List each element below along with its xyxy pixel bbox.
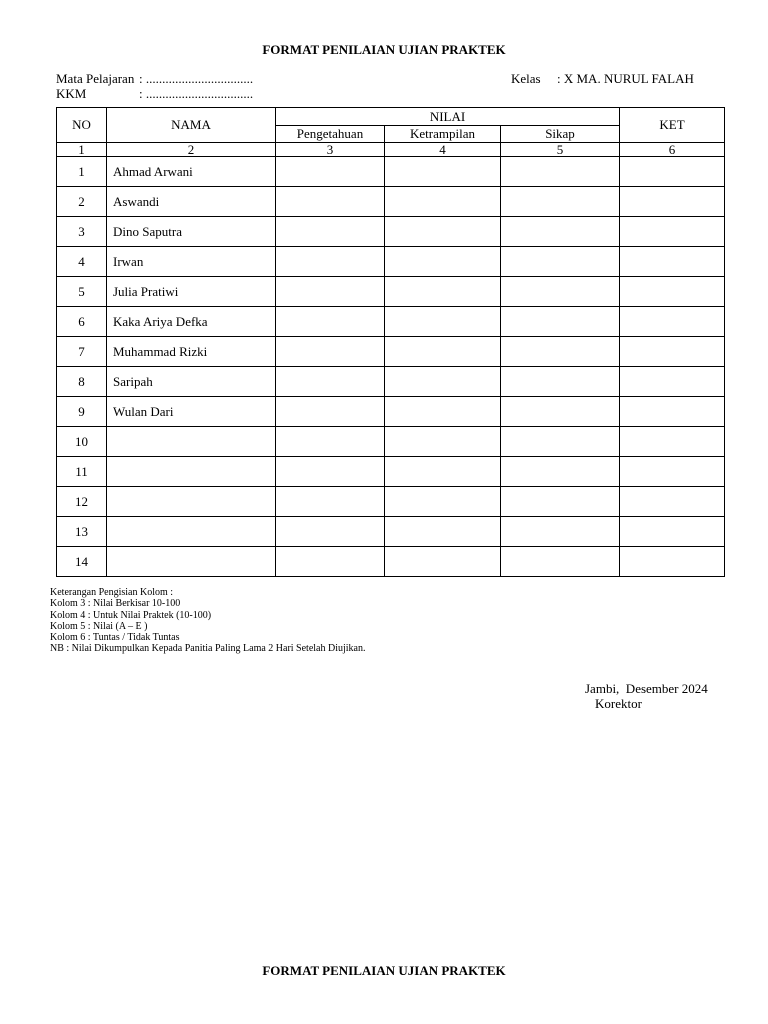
ket-cell [620, 427, 725, 457]
ketrampilan-cell [385, 307, 501, 337]
header-pengetahuan: Pengetahuan [276, 126, 385, 143]
ketrampilan-cell [385, 247, 501, 277]
ketrampilan-cell [385, 337, 501, 367]
row-name-cell: Wulan Dari [107, 397, 276, 427]
pengetahuan-cell [276, 277, 385, 307]
ketrampilan-cell [385, 517, 501, 547]
row-no-cell: 13 [57, 517, 107, 547]
row-no-cell: 10 [57, 427, 107, 457]
sikap-cell [501, 277, 620, 307]
pengetahuan-cell [276, 397, 385, 427]
footer-title: FORMAT PENILAIAN UJIAN PRAKTEK [262, 963, 506, 978]
row-no-cell: 7 [57, 337, 107, 367]
kelas-label: Kelas [511, 71, 541, 86]
column-number: 3 [276, 143, 385, 157]
pengetahuan-cell [276, 487, 385, 517]
pengetahuan-cell [276, 157, 385, 187]
column-number: 5 [501, 143, 620, 157]
sikap-cell [501, 307, 620, 337]
ket-cell [620, 367, 725, 397]
ketrampilan-cell [385, 217, 501, 247]
sikap-cell [501, 217, 620, 247]
mata-pelajaran-label: Mata Pelajaran [56, 71, 135, 86]
header-ket: KET [620, 108, 725, 143]
ketrampilan-cell [385, 187, 501, 217]
ketrampilan-cell [385, 427, 501, 457]
table-row [57, 277, 725, 307]
header-nama: NAMA [107, 108, 276, 143]
header-sikap: Sikap [501, 126, 620, 143]
row-name-cell [107, 487, 276, 517]
sikap-cell [501, 157, 620, 187]
sikap-cell [501, 517, 620, 547]
kkm-line [56, 86, 253, 101]
ketrampilan-cell [385, 457, 501, 487]
row-no-cell: 6 [57, 307, 107, 337]
table-row [57, 457, 725, 487]
pengetahuan-cell [276, 187, 385, 217]
ket-cell [620, 457, 725, 487]
ketrampilan-cell [385, 367, 501, 397]
ketrampilan-cell [385, 277, 501, 307]
ket-cell [620, 187, 725, 217]
ket-cell [620, 337, 725, 367]
notes-line: Kolom 3 : Nilai Berkisar 10-100 [50, 598, 181, 610]
row-no-cell: 5 [57, 277, 107, 307]
ket-cell [620, 397, 725, 427]
grade-table-body [57, 157, 725, 577]
row-name-cell: Julia Pratiwi [107, 277, 276, 307]
pengetahuan-cell [276, 517, 385, 547]
pengetahuan-cell [276, 427, 385, 457]
pengetahuan-cell [276, 307, 385, 337]
row-name-cell: Ahmad Arwani [107, 157, 276, 187]
table-row [57, 547, 725, 577]
pengetahuan-cell [276, 367, 385, 397]
ket-cell [620, 547, 725, 577]
row-no-cell: 3 [57, 217, 107, 247]
notes-line: Kolom 6 : Tuntas / Tidak Tuntas [50, 632, 180, 644]
ketrampilan-cell [385, 487, 501, 517]
sikap-cell [501, 547, 620, 577]
notes-line: Keterangan Pengisian Kolom : [50, 587, 174, 598]
notes-line: Kolom 5 : Nilai (A – E ) [50, 620, 148, 632]
row-name-cell: Dino Saputra [107, 217, 276, 247]
table-row [57, 517, 725, 547]
page-title: FORMAT PENILAIAN UJIAN PRAKTEK [262, 42, 506, 57]
mata-pelajaran-value: : ................................. [139, 71, 254, 86]
sikap-cell [501, 457, 620, 487]
ketrampilan-cell [385, 157, 501, 187]
mata-pelajaran-line [56, 71, 253, 86]
pengetahuan-cell [276, 247, 385, 277]
ket-cell [620, 277, 725, 307]
header-no: NO [57, 108, 107, 143]
row-name-cell: Kaka Ariya Defka [107, 307, 276, 337]
notes-block [50, 587, 366, 655]
kelas-value: : X MA. NURUL FALAH [557, 71, 694, 86]
sikap-cell [501, 247, 620, 277]
meta-block [56, 71, 253, 101]
table-row [57, 367, 725, 397]
kelas-line [511, 71, 694, 87]
row-name-cell: Muhammad Rizki [107, 337, 276, 367]
row-no-cell: 14 [57, 547, 107, 577]
row-no-cell: 9 [57, 397, 107, 427]
table-row [57, 187, 725, 217]
header-ketrampilan: Ketrampilan [385, 126, 501, 143]
place-date: Jambi, Desember 2024 [585, 681, 708, 696]
ket-cell [620, 157, 725, 187]
notes-line: Kolom 4 : Untuk Nilai Praktek (10-100) [50, 609, 212, 621]
table-row [57, 157, 725, 187]
ket-cell [620, 217, 725, 247]
column-number-row [57, 143, 725, 157]
table-row [57, 307, 725, 337]
row-name-cell [107, 517, 276, 547]
column-number: 2 [107, 143, 276, 157]
table-row [57, 337, 725, 367]
row-name-cell: Saripah [107, 367, 276, 397]
sikap-cell [501, 487, 620, 517]
ket-cell [620, 517, 725, 547]
kkm-value: : ................................. [139, 86, 254, 101]
column-number: 6 [620, 143, 725, 157]
header-nilai: NILAI [276, 108, 620, 126]
sikap-cell [501, 337, 620, 367]
table-row [57, 487, 725, 517]
notes-line: NB : Nilai Dikumpulkan Kepada Panitia Paling Lama 2 Hari Setelah Diujikan. [50, 643, 366, 655]
row-no-cell: 2 [57, 187, 107, 217]
row-name-cell [107, 427, 276, 457]
row-name-cell [107, 547, 276, 577]
pengetahuan-cell [276, 217, 385, 247]
sikap-cell [501, 427, 620, 457]
table-row [57, 397, 725, 427]
row-name-cell: Aswandi [107, 187, 276, 217]
grade-table [56, 107, 725, 577]
pengetahuan-cell [276, 547, 385, 577]
ketrampilan-cell [385, 397, 501, 427]
pengetahuan-cell [276, 337, 385, 367]
kkm-label: KKM [56, 86, 87, 101]
row-no-cell: 11 [57, 457, 107, 487]
row-no-cell: 1 [57, 157, 107, 187]
ket-cell [620, 247, 725, 277]
signer-role: Korektor [595, 696, 642, 711]
sikap-cell [501, 397, 620, 427]
table-row [57, 217, 725, 247]
ket-cell [620, 487, 725, 517]
sikap-cell [501, 367, 620, 397]
column-number: 1 [57, 143, 107, 157]
signature-block [585, 681, 708, 711]
pengetahuan-cell [276, 457, 385, 487]
row-no-cell: 12 [57, 487, 107, 517]
sikap-cell [501, 187, 620, 217]
ketrampilan-cell [385, 547, 501, 577]
row-no-cell: 8 [57, 367, 107, 397]
row-no-cell: 4 [57, 247, 107, 277]
row-name-cell [107, 457, 276, 487]
table-row [57, 247, 725, 277]
table-row [57, 427, 725, 457]
row-name-cell: Irwan [107, 247, 276, 277]
column-number: 4 [385, 143, 501, 157]
ket-cell [620, 307, 725, 337]
